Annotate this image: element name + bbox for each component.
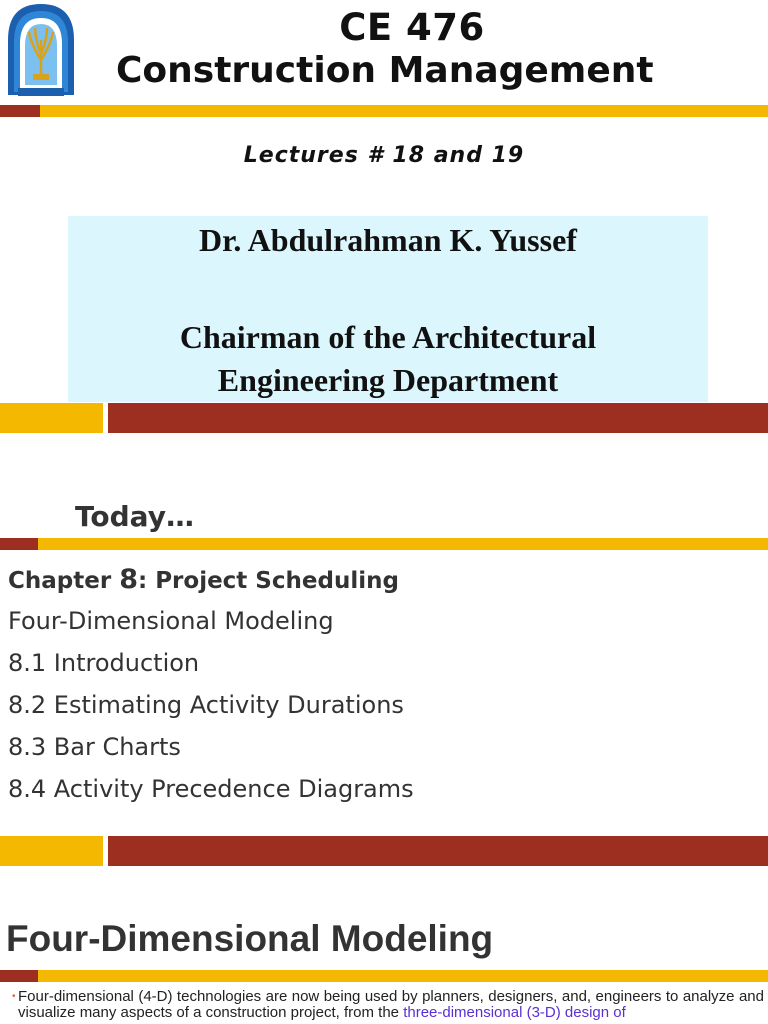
accent-bar-red	[0, 105, 40, 117]
chapter-number: 8	[119, 564, 138, 595]
chapter-title: : Project Scheduling	[137, 568, 399, 594]
slide-divider-red	[108, 836, 768, 866]
agenda-item: 8.1 Introduction	[8, 649, 200, 677]
course-name: Construction Management	[116, 50, 654, 91]
accent-bar-red	[0, 970, 38, 982]
accent-bar-gold	[40, 105, 768, 117]
agenda-item: Four-Dimensional Modeling	[8, 607, 334, 635]
body-text-part: Four-dimensional (4-D) technologies are now being used by planners, designers, and, engineers to analyze and visualize many aspects of a construction project, from the	[18, 988, 764, 1021]
chapter-heading	[8, 564, 399, 595]
instructor-role	[68, 316, 708, 402]
body-text-highlight: three-dimensional (3-D) design of	[403, 1004, 626, 1021]
bullet-icon: •	[12, 991, 16, 1002]
chapter-prefix: Chapter	[8, 568, 120, 594]
body-paragraph	[12, 988, 764, 1021]
agenda-item: 8.4 Activity Precedence Diagrams	[8, 775, 414, 803]
slide-divider-red	[108, 403, 768, 433]
agenda-list	[8, 602, 414, 812]
agenda-heading: Today…	[75, 500, 194, 533]
course-code: CE 476	[339, 6, 485, 49]
slide-divider-gold	[0, 836, 103, 866]
accent-bar-gold	[38, 970, 768, 982]
role-line-1: Chairman of the Architectural	[179, 319, 597, 355]
lecture-number: Lectures # 18 and 19	[243, 143, 525, 168]
instructor-name: Dr. Abdulrahman K. Yussef	[199, 222, 577, 258]
section-title: Four-Dimensional Modeling	[6, 918, 494, 959]
accent-bar-gold	[38, 538, 768, 550]
role-line-2: Engineering Department	[217, 362, 559, 398]
agenda-item: 8.2 Estimating Activity Durations	[8, 691, 404, 719]
slide-divider-gold	[0, 403, 103, 433]
accent-bar-red	[0, 538, 38, 550]
agenda-item: 8.3 Bar Charts	[8, 733, 181, 761]
